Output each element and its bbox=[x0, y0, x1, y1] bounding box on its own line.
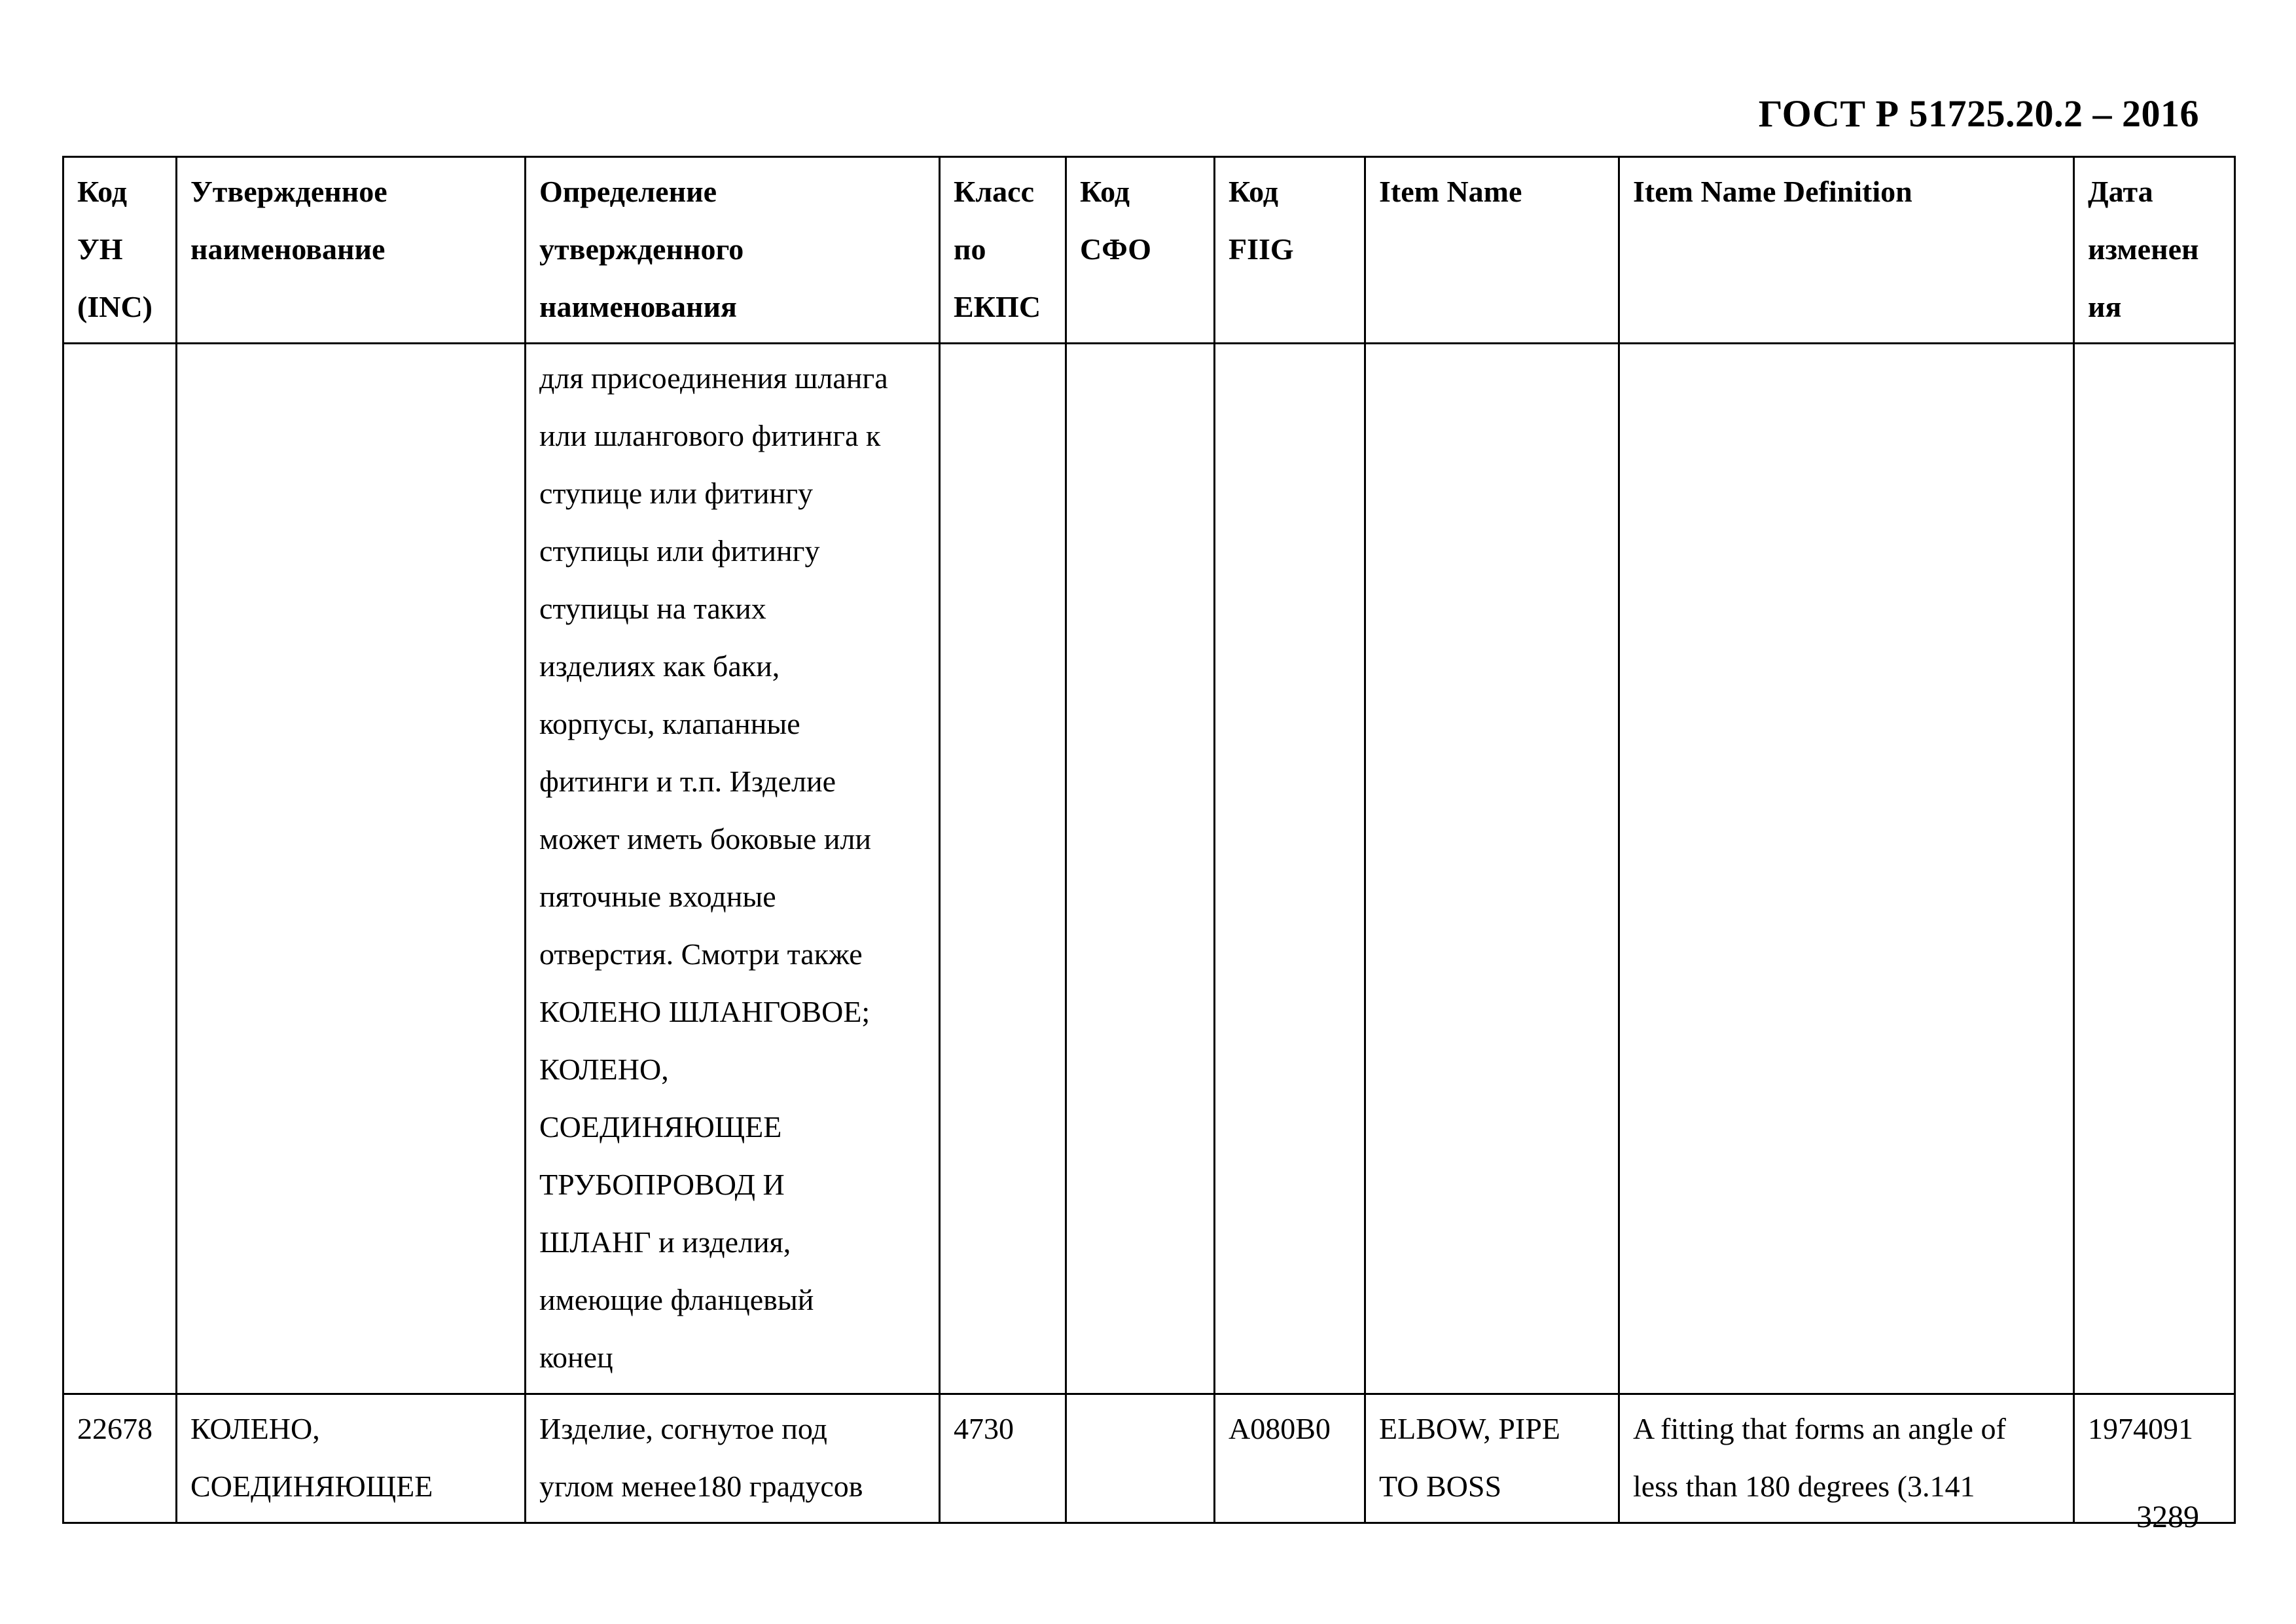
column-header-item-definition: Item Name Definition bbox=[1619, 157, 2074, 344]
cell-class: 4730 bbox=[940, 1394, 1066, 1523]
cell-definition: для присоединения шланга или шлангового фитинга к ступице или фитингу ступицы или фитингу ступицы на таких изделиях как баки, корпусы, клапанные фитинги и т.п. Изделие может иметь боковые или пяточные входные отверстия. Смотри также КОЛЕНО ШЛАНГОВОЕ; КОЛЕНО, СОЕДИНЯЮЩЕЕ ТРУБОПРОВОД И ШЛАНГ и изделия, имеющие фланцевый конец bbox=[526, 344, 940, 1394]
column-header-inc: Код УН (INC) bbox=[63, 157, 177, 344]
cell-name bbox=[177, 344, 526, 1394]
column-header-sfo: Код СФО bbox=[1066, 157, 1215, 344]
cell-inc bbox=[63, 344, 177, 1394]
cell-definition: Изделие, согнутое под углом менее180 градусов bbox=[526, 1394, 940, 1523]
cell-name: КОЛЕНО, СОЕДИНЯЮЩЕЕ bbox=[177, 1394, 526, 1523]
column-header-definition: Определение утвержденного наименования bbox=[526, 157, 940, 344]
column-header-date: Дата изменен ия bbox=[2074, 157, 2235, 344]
cell-item-definition: A fitting that forms an angle of less than 180 degrees (3.141 bbox=[1619, 1394, 2074, 1523]
cell-item-definition bbox=[1619, 344, 2074, 1394]
cell-sfo bbox=[1066, 1394, 1215, 1523]
cell-date bbox=[2074, 344, 2235, 1394]
nomenclature-table bbox=[62, 156, 2236, 1524]
column-header-item-name: Item Name bbox=[1365, 157, 1619, 344]
cell-item-name bbox=[1365, 344, 1619, 1394]
cell-sfo bbox=[1066, 344, 1215, 1394]
cell-inc: 22678 bbox=[63, 1394, 177, 1523]
page-number: 3289 bbox=[2136, 1500, 2199, 1534]
cell-fiig: A080B0 bbox=[1215, 1394, 1365, 1523]
gost-header: ГОСТ Р 51725.20.2 – 2016 bbox=[1758, 92, 2199, 135]
table-header-row bbox=[63, 157, 2235, 344]
table-row bbox=[63, 344, 2235, 1394]
column-header-fiig: Код FIIG bbox=[1215, 157, 1365, 344]
cell-date: 1974091 bbox=[2074, 1394, 2235, 1523]
cell-fiig bbox=[1215, 344, 1365, 1394]
table-row bbox=[63, 1394, 2235, 1523]
column-header-class: Класс по ЕКПС bbox=[940, 157, 1066, 344]
column-header-name: Утвержденное наименование bbox=[177, 157, 526, 344]
cell-class bbox=[940, 344, 1066, 1394]
cell-item-name: ELBOW, PIPE TO BOSS bbox=[1365, 1394, 1619, 1523]
